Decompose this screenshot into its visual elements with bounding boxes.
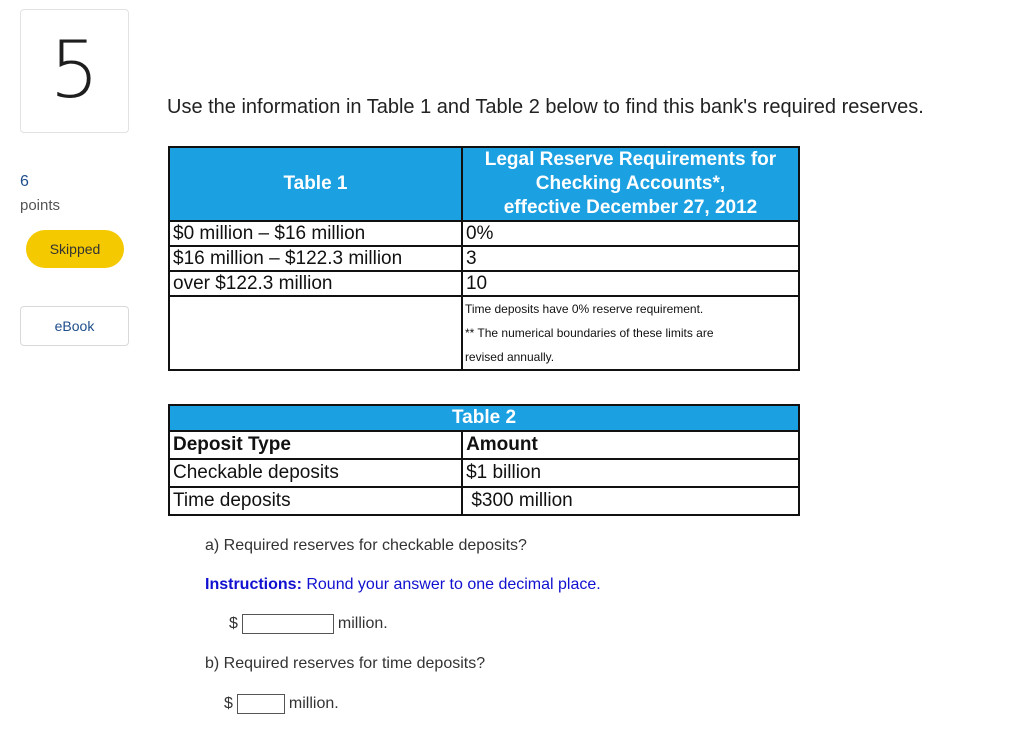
table1-header-line3: effective December 27, 2012 xyxy=(503,197,758,218)
table1-title: Table 1 xyxy=(169,147,462,221)
deposit-type-cell: Time deposits xyxy=(169,487,462,515)
unit-label: million. xyxy=(337,615,388,632)
question-prompt: Use the information in Table 1 and Table 2 below to find this bank's required reserves. xyxy=(167,96,924,118)
table-row xyxy=(169,296,799,370)
percent-cell: 3 xyxy=(462,246,799,271)
percent-cell: 0% xyxy=(462,221,799,246)
unit-label: million. xyxy=(288,695,339,712)
deposit-type-cell: Checkable deposits xyxy=(169,459,462,487)
skipped-badge[interactable]: Skipped xyxy=(26,230,124,268)
deposit-type-header: Deposit Type xyxy=(169,431,462,459)
currency-symbol: $ xyxy=(229,615,238,632)
points-value: 6 xyxy=(20,173,29,190)
range-cell: $16 million – $122.3 million xyxy=(169,246,462,271)
table1-header-line1: Legal Reserve Requirements for xyxy=(484,149,777,170)
ebook-button[interactable]: eBook xyxy=(20,306,129,346)
range-cell: $0 million – $16 million xyxy=(169,221,462,246)
table-row xyxy=(169,459,799,487)
table1-header-right xyxy=(462,147,799,221)
footnotes-cell xyxy=(462,296,799,370)
question-number-card xyxy=(20,9,129,133)
amount-cell: $300 million xyxy=(462,487,799,515)
instructions-label: Instructions: xyxy=(205,576,302,593)
currency-symbol: $ xyxy=(224,695,233,712)
instructions-text: Round your answer to one decimal place. xyxy=(301,576,601,593)
points-label: points xyxy=(20,197,61,214)
amount-header: Amount xyxy=(462,431,799,459)
table-header-row xyxy=(169,431,799,459)
reserve-requirements-table xyxy=(168,146,800,371)
part-a-question: a) Required reserves for checkable deposits? xyxy=(205,537,527,554)
table-row xyxy=(169,271,799,296)
instructions xyxy=(205,576,601,594)
amount-cell: $1 billion xyxy=(462,459,799,487)
part-b-question: b) Required reserves for time deposits? xyxy=(205,655,486,672)
table-row xyxy=(169,221,799,246)
table1-header-line2: Checking Accounts*, xyxy=(535,173,726,194)
part-a-answer-row xyxy=(229,614,388,634)
footnote-1: Time deposits have 0% reserve requirement. xyxy=(464,302,704,316)
empty-cell xyxy=(169,296,462,370)
table-row xyxy=(169,487,799,515)
range-cell: over $122.3 million xyxy=(169,271,462,296)
table2-title: Table 2 xyxy=(169,405,799,431)
percent-cell: 10 xyxy=(462,271,799,296)
deposits-table xyxy=(168,404,800,516)
part-b-answer-input[interactable] xyxy=(237,694,285,714)
question-number: 5 xyxy=(49,26,100,116)
footnote-2: ** The numerical boundaries of these limits are xyxy=(464,326,714,340)
part-b-answer-row xyxy=(224,694,339,714)
footnote-3: revised annually. xyxy=(464,350,555,364)
table-row xyxy=(169,246,799,271)
part-a-answer-input[interactable] xyxy=(242,614,334,634)
